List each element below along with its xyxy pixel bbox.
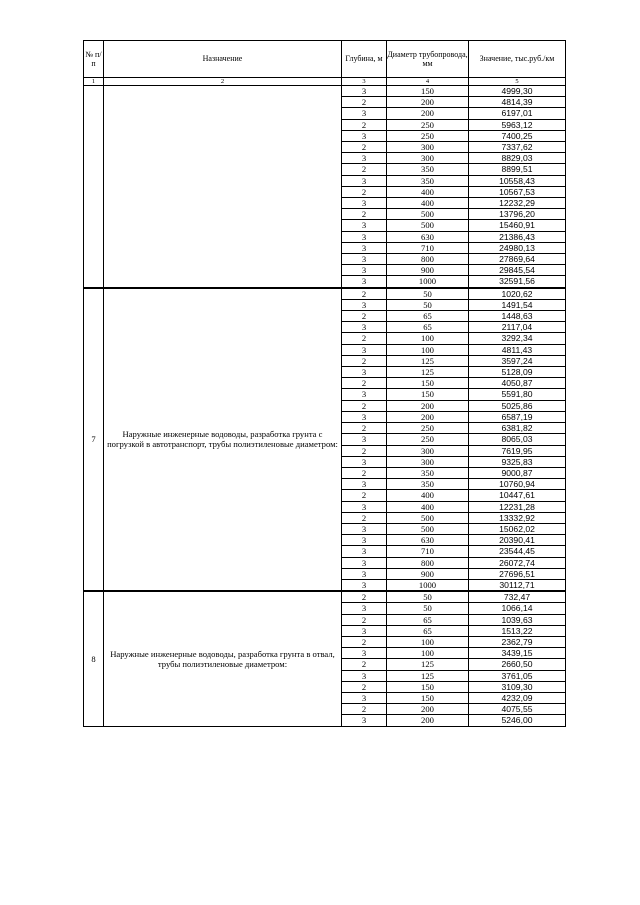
diameter-cell: 1000 bbox=[387, 579, 469, 591]
depth-cell: 3 bbox=[342, 479, 387, 490]
depth-cell: 2 bbox=[342, 164, 387, 175]
depth-cell: 3 bbox=[342, 175, 387, 186]
depth-cell: 3 bbox=[342, 546, 387, 557]
depth-cell: 2 bbox=[342, 512, 387, 523]
diameter-cell: 100 bbox=[387, 648, 469, 659]
value-cell: 27696,51 bbox=[469, 568, 566, 579]
diameter-cell: 900 bbox=[387, 568, 469, 579]
value-cell: 24980,13 bbox=[469, 242, 566, 253]
diameter-cell: 250 bbox=[387, 130, 469, 141]
depth-cell: 3 bbox=[342, 715, 387, 726]
diameter-cell: 200 bbox=[387, 108, 469, 119]
value-cell: 6381,82 bbox=[469, 423, 566, 434]
value-cell: 2362,79 bbox=[469, 636, 566, 647]
diameter-cell: 200 bbox=[387, 715, 469, 726]
value-cell: 21386,43 bbox=[469, 231, 566, 242]
diameter-cell: 630 bbox=[387, 231, 469, 242]
depth-cell: 3 bbox=[342, 692, 387, 703]
depth-cell: 2 bbox=[342, 614, 387, 625]
depth-cell: 3 bbox=[342, 299, 387, 310]
depth-cell: 3 bbox=[342, 367, 387, 378]
depth-cell: 3 bbox=[342, 231, 387, 242]
depth-cell: 3 bbox=[342, 86, 387, 97]
value-cell: 10567,53 bbox=[469, 186, 566, 197]
purpose-cell bbox=[104, 86, 342, 288]
column-number: 2 bbox=[104, 78, 342, 86]
column-number-row bbox=[84, 78, 566, 86]
depth-cell: 3 bbox=[342, 389, 387, 400]
depth-cell: 3 bbox=[342, 242, 387, 253]
diameter-cell: 65 bbox=[387, 614, 469, 625]
value-cell: 12232,29 bbox=[469, 198, 566, 209]
column-number: 3 bbox=[342, 78, 387, 86]
diameter-cell: 1000 bbox=[387, 276, 469, 288]
diameter-cell: 710 bbox=[387, 546, 469, 557]
value-cell: 4999,30 bbox=[469, 86, 566, 97]
diameter-cell: 400 bbox=[387, 501, 469, 512]
diameter-cell: 300 bbox=[387, 456, 469, 467]
table-row bbox=[84, 86, 566, 97]
value-cell: 2117,04 bbox=[469, 322, 566, 333]
depth-cell: 3 bbox=[342, 648, 387, 659]
header-diameter: Диаметр трубопровода, мм bbox=[387, 41, 469, 78]
purpose-cell: Наружные инженерные водоводы, разработка грунта в отвал, трубы полиэтиленовые диаметром: bbox=[104, 591, 342, 726]
value-cell: 10447,61 bbox=[469, 490, 566, 501]
column-number: 1 bbox=[84, 78, 104, 86]
depth-cell: 3 bbox=[342, 625, 387, 636]
value-cell: 1491,54 bbox=[469, 299, 566, 310]
value-cell: 9000,87 bbox=[469, 467, 566, 478]
depth-cell: 2 bbox=[342, 423, 387, 434]
value-cell: 4814,39 bbox=[469, 97, 566, 108]
diameter-cell: 250 bbox=[387, 119, 469, 130]
diameter-cell: 150 bbox=[387, 692, 469, 703]
row-number-cell bbox=[84, 86, 104, 288]
value-cell: 1020,62 bbox=[469, 288, 566, 300]
diameter-cell: 800 bbox=[387, 557, 469, 568]
value-cell: 3761,05 bbox=[469, 670, 566, 681]
diameter-cell: 500 bbox=[387, 523, 469, 534]
depth-cell: 2 bbox=[342, 467, 387, 478]
value-cell: 8065,03 bbox=[469, 434, 566, 445]
diameter-cell: 500 bbox=[387, 209, 469, 220]
value-cell: 5591,80 bbox=[469, 389, 566, 400]
depth-cell: 3 bbox=[342, 411, 387, 422]
depth-cell: 3 bbox=[342, 501, 387, 512]
value-cell: 3109,30 bbox=[469, 681, 566, 692]
value-cell: 13332,92 bbox=[469, 512, 566, 523]
header-row bbox=[84, 41, 566, 78]
depth-cell: 2 bbox=[342, 288, 387, 300]
diameter-cell: 150 bbox=[387, 389, 469, 400]
diameter-cell: 65 bbox=[387, 322, 469, 333]
depth-cell: 2 bbox=[342, 591, 387, 603]
depth-cell: 2 bbox=[342, 445, 387, 456]
value-cell: 1066,14 bbox=[469, 603, 566, 614]
diameter-cell: 710 bbox=[387, 242, 469, 253]
value-cell: 26072,74 bbox=[469, 557, 566, 568]
depth-cell: 3 bbox=[342, 130, 387, 141]
depth-cell: 3 bbox=[342, 557, 387, 568]
diameter-cell: 300 bbox=[387, 142, 469, 153]
diameter-cell: 200 bbox=[387, 97, 469, 108]
diameter-cell: 500 bbox=[387, 512, 469, 523]
diameter-cell: 65 bbox=[387, 625, 469, 636]
depth-cell: 2 bbox=[342, 333, 387, 344]
header-value: Значение, тыс.руб./км bbox=[469, 41, 566, 78]
header-depth: Глубина, м bbox=[342, 41, 387, 78]
value-cell: 1039,63 bbox=[469, 614, 566, 625]
depth-cell: 2 bbox=[342, 636, 387, 647]
depth-cell: 3 bbox=[342, 535, 387, 546]
value-cell: 7619,95 bbox=[469, 445, 566, 456]
value-cell: 732,47 bbox=[469, 591, 566, 603]
value-cell: 1448,63 bbox=[469, 311, 566, 322]
diameter-cell: 900 bbox=[387, 265, 469, 276]
depth-cell: 3 bbox=[342, 322, 387, 333]
value-cell: 4811,43 bbox=[469, 344, 566, 355]
diameter-cell: 300 bbox=[387, 445, 469, 456]
table-row bbox=[84, 591, 566, 603]
depth-cell: 3 bbox=[342, 153, 387, 164]
depth-cell: 2 bbox=[342, 355, 387, 366]
value-cell: 5128,09 bbox=[469, 367, 566, 378]
diameter-cell: 150 bbox=[387, 378, 469, 389]
diameter-cell: 300 bbox=[387, 153, 469, 164]
value-cell: 29845,54 bbox=[469, 265, 566, 276]
value-cell: 5246,00 bbox=[469, 715, 566, 726]
diameter-cell: 100 bbox=[387, 344, 469, 355]
depth-cell: 3 bbox=[342, 456, 387, 467]
diameter-cell: 150 bbox=[387, 681, 469, 692]
price-table bbox=[83, 40, 566, 727]
value-cell: 12231,28 bbox=[469, 501, 566, 512]
diameter-cell: 100 bbox=[387, 333, 469, 344]
depth-cell: 3 bbox=[342, 434, 387, 445]
value-cell: 6197,01 bbox=[469, 108, 566, 119]
depth-cell: 2 bbox=[342, 490, 387, 501]
column-number: 5 bbox=[469, 78, 566, 86]
value-cell: 1513,22 bbox=[469, 625, 566, 636]
value-cell: 13796,20 bbox=[469, 209, 566, 220]
table-row bbox=[84, 288, 566, 300]
value-cell: 15460,91 bbox=[469, 220, 566, 231]
value-cell: 5963,12 bbox=[469, 119, 566, 130]
value-cell: 32591,56 bbox=[469, 276, 566, 288]
diameter-cell: 200 bbox=[387, 704, 469, 715]
diameter-cell: 50 bbox=[387, 603, 469, 614]
value-cell: 3292,34 bbox=[469, 333, 566, 344]
value-cell: 10760,94 bbox=[469, 479, 566, 490]
diameter-cell: 400 bbox=[387, 490, 469, 501]
value-cell: 9325,83 bbox=[469, 456, 566, 467]
diameter-cell: 125 bbox=[387, 670, 469, 681]
diameter-cell: 125 bbox=[387, 367, 469, 378]
diameter-cell: 350 bbox=[387, 175, 469, 186]
depth-cell: 2 bbox=[342, 311, 387, 322]
diameter-cell: 630 bbox=[387, 535, 469, 546]
depth-cell: 3 bbox=[342, 108, 387, 119]
diameter-cell: 500 bbox=[387, 220, 469, 231]
value-cell: 7337,62 bbox=[469, 142, 566, 153]
diameter-cell: 400 bbox=[387, 186, 469, 197]
depth-cell: 3 bbox=[342, 603, 387, 614]
depth-cell: 2 bbox=[342, 659, 387, 670]
diameter-cell: 65 bbox=[387, 311, 469, 322]
value-cell: 20390,41 bbox=[469, 535, 566, 546]
value-cell: 5025,86 bbox=[469, 400, 566, 411]
diameter-cell: 200 bbox=[387, 400, 469, 411]
column-number: 4 bbox=[387, 78, 469, 86]
depth-cell: 2 bbox=[342, 186, 387, 197]
value-cell: 7400,25 bbox=[469, 130, 566, 141]
diameter-cell: 50 bbox=[387, 299, 469, 310]
depth-cell: 3 bbox=[342, 344, 387, 355]
depth-cell: 3 bbox=[342, 523, 387, 534]
diameter-cell: 125 bbox=[387, 659, 469, 670]
diameter-cell: 350 bbox=[387, 164, 469, 175]
value-cell: 15062,02 bbox=[469, 523, 566, 534]
depth-cell: 3 bbox=[342, 265, 387, 276]
diameter-cell: 800 bbox=[387, 254, 469, 265]
depth-cell: 2 bbox=[342, 378, 387, 389]
depth-cell: 2 bbox=[342, 209, 387, 220]
purpose-cell: Наружные инженерные водоводы, разработка грунта с погрузкой в автотранспорт, трубы полиэтиленовые диаметром: bbox=[104, 288, 342, 591]
depth-cell: 2 bbox=[342, 142, 387, 153]
depth-cell: 2 bbox=[342, 704, 387, 715]
value-cell: 6587,19 bbox=[469, 411, 566, 422]
value-cell: 4075,55 bbox=[469, 704, 566, 715]
header-num: № п/п bbox=[84, 41, 104, 78]
diameter-cell: 400 bbox=[387, 198, 469, 209]
value-cell: 23544,45 bbox=[469, 546, 566, 557]
depth-cell: 3 bbox=[342, 198, 387, 209]
value-cell: 10558,43 bbox=[469, 175, 566, 186]
depth-cell: 3 bbox=[342, 220, 387, 231]
diameter-cell: 350 bbox=[387, 467, 469, 478]
value-cell: 8829,03 bbox=[469, 153, 566, 164]
value-cell: 30112,71 bbox=[469, 579, 566, 591]
depth-cell: 2 bbox=[342, 681, 387, 692]
value-cell: 3597,24 bbox=[469, 355, 566, 366]
value-cell: 3439,15 bbox=[469, 648, 566, 659]
value-cell: 2660,50 bbox=[469, 659, 566, 670]
depth-cell: 3 bbox=[342, 254, 387, 265]
value-cell: 27869,64 bbox=[469, 254, 566, 265]
diameter-cell: 50 bbox=[387, 288, 469, 300]
row-number-cell: 7 bbox=[84, 288, 104, 591]
depth-cell: 3 bbox=[342, 670, 387, 681]
diameter-cell: 125 bbox=[387, 355, 469, 366]
diameter-cell: 50 bbox=[387, 591, 469, 603]
depth-cell: 2 bbox=[342, 119, 387, 130]
table-body bbox=[84, 86, 566, 727]
diameter-cell: 250 bbox=[387, 423, 469, 434]
depth-cell: 2 bbox=[342, 97, 387, 108]
diameter-cell: 100 bbox=[387, 636, 469, 647]
depth-cell: 2 bbox=[342, 400, 387, 411]
diameter-cell: 250 bbox=[387, 434, 469, 445]
depth-cell: 3 bbox=[342, 568, 387, 579]
diameter-cell: 150 bbox=[387, 86, 469, 97]
depth-cell: 3 bbox=[342, 579, 387, 591]
value-cell: 4050,87 bbox=[469, 378, 566, 389]
row-number-cell: 8 bbox=[84, 591, 104, 726]
diameter-cell: 200 bbox=[387, 411, 469, 422]
header-name: Назначение bbox=[104, 41, 342, 78]
value-cell: 4232,09 bbox=[469, 692, 566, 703]
value-cell: 8899,51 bbox=[469, 164, 566, 175]
diameter-cell: 350 bbox=[387, 479, 469, 490]
depth-cell: 3 bbox=[342, 276, 387, 288]
